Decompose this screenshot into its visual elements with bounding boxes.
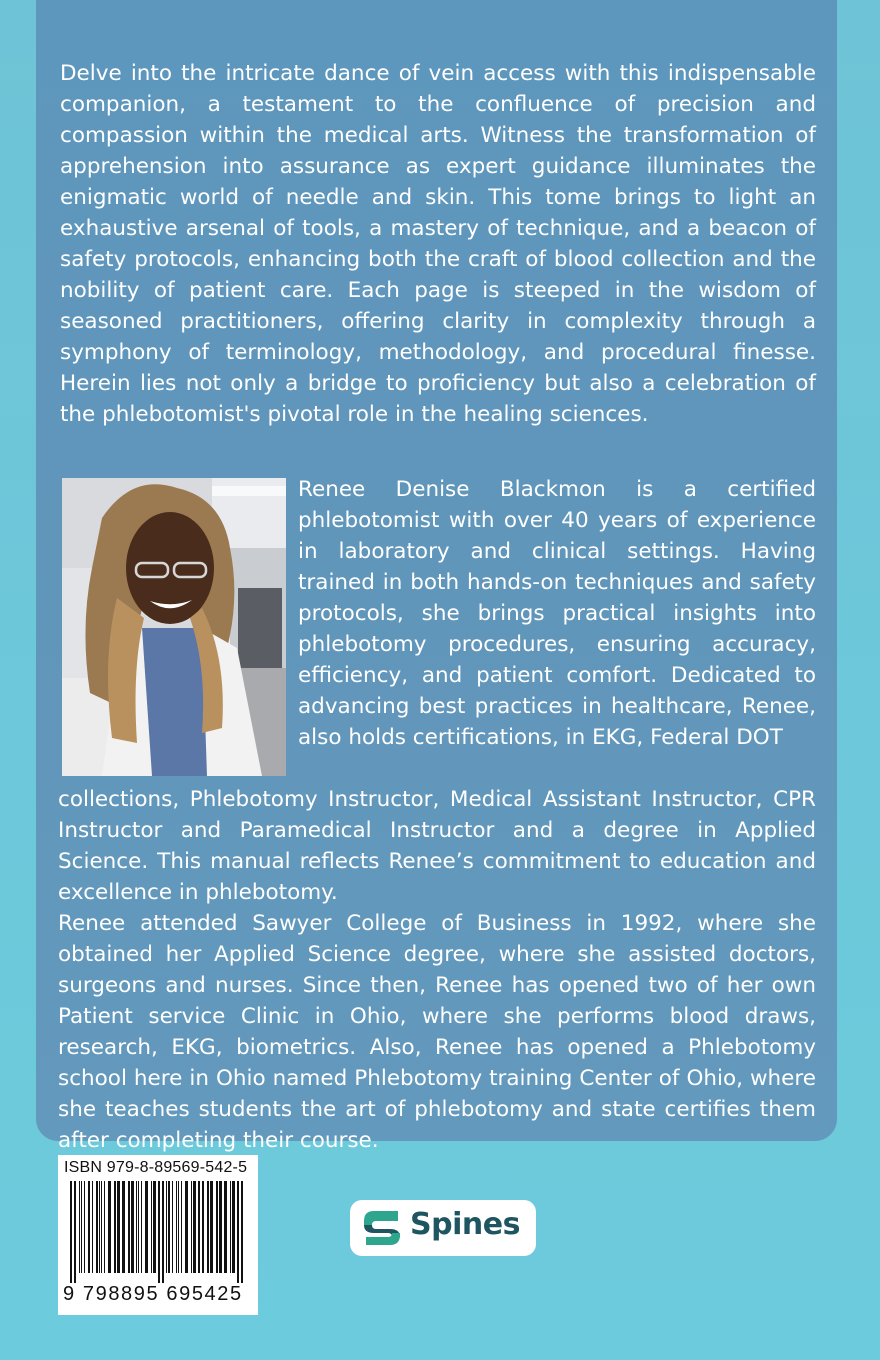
- author-bio-continuation: collections, Phlebotomy Instructor, Medical Assistant Instructor, CPR Instructor and Paramedical Instructor and a degree in Applied Science. This manual reflects Renee’s commitment to education and excellence in phlebotomy.: [58, 787, 816, 905]
- isbn-barcode: [58, 1155, 258, 1315]
- book-description: Delve into the intricate dance of vein access with this indispensable companion, a testament to the confluence of precision and compassion within the medical arts. Witness the transformation of apprehension into assurance as expert guidance illuminates the enigmatic world of needle and skin. This tome brings to light an exhaustive arsenal of tools, a mastery of technique, and a beacon of safety protocols, enhancing both the craft of blood collection and the nobility of patient care. Each page is steeped in the wisdom of seasoned practitioners, offering clarity in complexity through a symphony of terminology, methodology, and procedural finesse. Herein lies not only a bridge to proficiency but also a celebration of the phlebotomist's pivotal role in the healing sciences.: [60, 61, 816, 427]
- barcode-bars: [68, 1181, 248, 1283]
- barcode-number: 9 798895 695425: [63, 1283, 243, 1305]
- publisher-name: Spines: [410, 1207, 520, 1242]
- author-bio-continued: [58, 784, 816, 1156]
- spines-logo-icon: [358, 1207, 406, 1249]
- publisher-logo: [350, 1200, 536, 1256]
- author-bio-paragraph-2: Renee attended Sawyer College of Business in 1992, where she obtained her Applied Science degree, where she assisted doctors, surgeons and nurses. Since then, Renee has opened two of her own Patient service Clinic in Ohio, where she performs blood draws, research, EKG, biometrics. Also, Renee has opened a Phlebotomy school here in Ohio named Phlebotomy training Center of Ohio, where she teaches students the art of phlebotomy and state certifies them after completing their course.: [58, 911, 816, 1153]
- isbn-label: ISBN 979-8-89569-542-5: [64, 1159, 248, 1176]
- author-photo: [62, 478, 286, 776]
- author-bio-intro: Renee Denise Blackmon is a certified phlebotomist with over 40 years of experience in laboratory and clinical settings. Having trained in both hands-on techniques and safety protocols, she brings practical insights into phlebotomy procedures, ensuring accuracy, efficiency, and patient comfort. Dedicated to advancing best practices in healthcare, Renee, also holds certifications, in EKG, Federal DOT: [298, 477, 816, 750]
